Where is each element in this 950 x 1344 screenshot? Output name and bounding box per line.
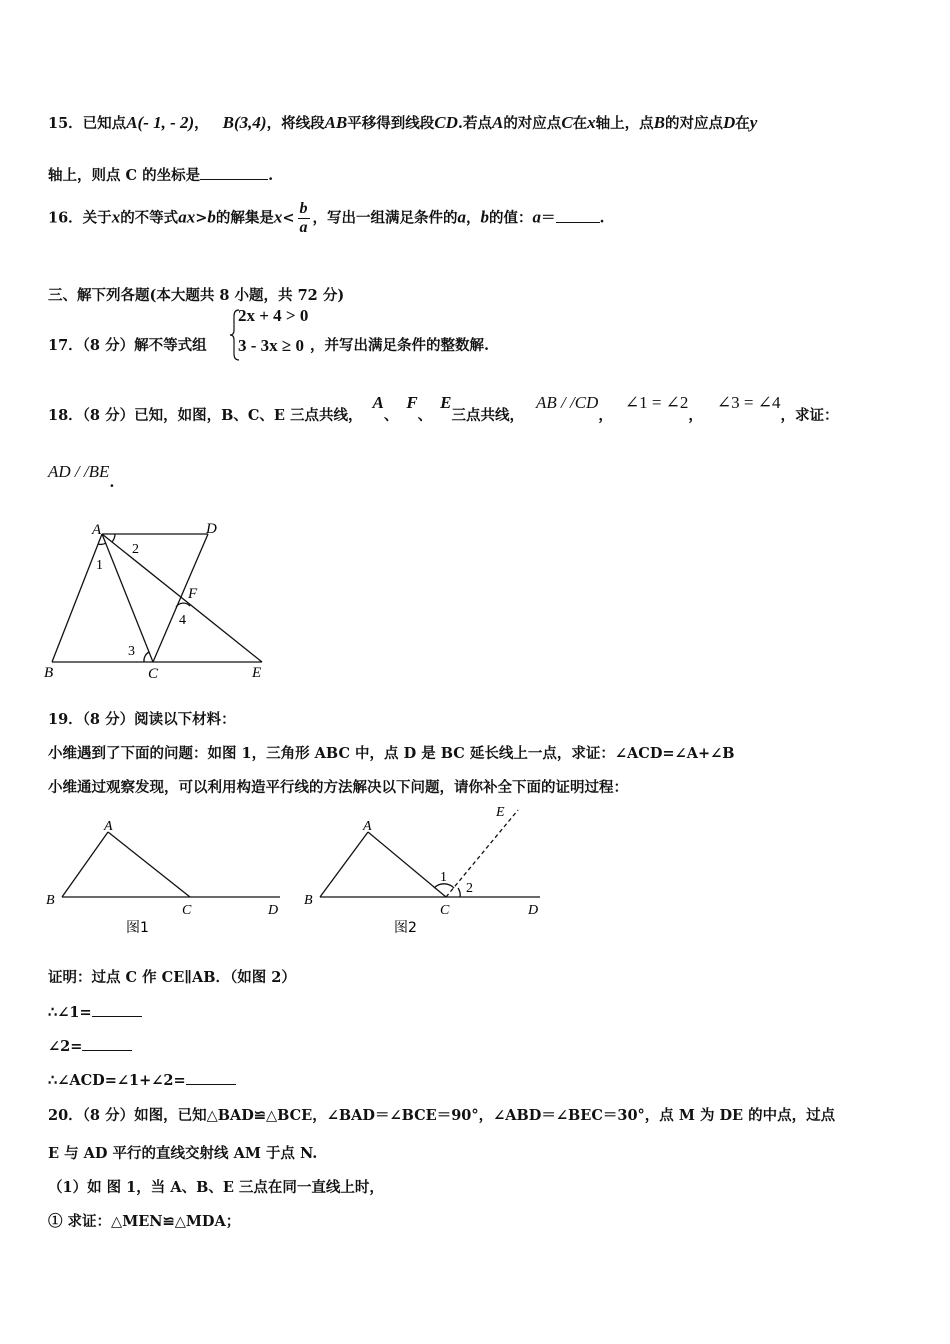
q18-angles-34: ∠3 = ∠4 [716, 393, 781, 412]
q18-line [48, 393, 839, 425]
fig2-label-d: D [528, 903, 539, 918]
q17-text2: ，并写出满足条件的整数解. [310, 337, 490, 354]
fig18-label-d: D [206, 521, 217, 537]
fig2-label-b: B [304, 893, 313, 908]
fig18-angle-2: 2 [132, 542, 139, 557]
q19-problem: 小维遇到了下面的问题：如图 1，三角形 ABC 中，点 D 是 BC 延长线上一点，求证：∠ACD=∠A+∠B [48, 745, 735, 762]
q15-text: .若点 [457, 115, 492, 132]
fig18-angle-4: 4 [179, 613, 186, 628]
q16-ax: ax [178, 207, 196, 227]
q18-conclusion [48, 462, 115, 491]
q17-text: 17．（8 分）解不等式组 [48, 337, 207, 354]
q19-step-2 [48, 1036, 132, 1055]
q18-figure [40, 512, 280, 684]
fig2-caption: 图2 [394, 920, 417, 936]
q18-text: 18．（8 分）已知，如图，B、C、E 三点共线， [48, 407, 363, 424]
q15-y: y [749, 113, 758, 132]
fig1-caption: 图1 [126, 920, 149, 936]
q18-conclusion-text: AD / /BE [48, 462, 110, 481]
q15-sep: ， [194, 115, 209, 132]
q19-blank-1[interactable] [92, 1002, 142, 1017]
q16-a2: a [532, 207, 541, 227]
q19-step-3 [48, 1070, 236, 1089]
q18-sep: 、 [417, 407, 433, 424]
fig18-angle-1: 1 [96, 558, 103, 573]
q15-point-a: A(- 1, - 2) [126, 113, 195, 132]
fig2-angle-2: 2 [466, 881, 473, 896]
q19-blank-3[interactable] [186, 1070, 236, 1085]
q18-parallel: AB / /CD [536, 393, 599, 412]
q16-b2: b [480, 207, 489, 227]
fig2-angle-1: 1 [440, 870, 447, 885]
fig2-label-a: A [363, 819, 372, 834]
q19-step-2-text: ∠2= [48, 1038, 83, 1055]
q15-text: 在 [572, 115, 588, 132]
q15-text: 的对应点 [665, 115, 723, 132]
q20-part1: （1）如 图 1，当 A、B、E 三点在同一直线上时， [48, 1179, 384, 1196]
q18-sep: ， [688, 407, 703, 424]
q18-text: ，求证： [780, 407, 839, 424]
q15-d: D [723, 113, 736, 132]
q16-line [48, 200, 605, 237]
q15-x: x [587, 113, 596, 132]
q19-step-3-text: ∴∠ACD=∠1+∠2= [48, 1072, 186, 1089]
q15-line2 [48, 164, 273, 185]
q16-eq: ＝ [541, 209, 556, 227]
q15-c: C [561, 113, 573, 132]
fig18-label-a: A [92, 522, 102, 538]
q16-a: a [457, 207, 466, 227]
fig2-label-c: C [440, 903, 450, 918]
fig18-label-c: C [148, 666, 159, 682]
q16-text: 的值： [489, 209, 533, 227]
q18-dot: . [109, 474, 115, 491]
q18-a: A [372, 393, 384, 412]
q19-blank-2[interactable] [82, 1036, 132, 1051]
q15-text: 平移得到线段 [347, 115, 435, 132]
fig18-angle-3: 3 [128, 644, 135, 659]
q17-inequality-2: 3 - 3x ≥ 0 [238, 336, 304, 355]
q15-a: A [491, 113, 504, 132]
q15-number: 15．已知点 [48, 115, 127, 132]
q16-comma: ， [466, 209, 481, 227]
q16-fraction [298, 200, 310, 237]
q16-lt: < [282, 209, 295, 227]
fig1-label-c: C [182, 903, 192, 918]
fig18-label-f: F [188, 586, 198, 602]
q18-text: 三点共线， [451, 407, 524, 424]
q15-line1 [48, 112, 757, 133]
q20-line1: 20．（8 分）如图，已知△BAD≌△BCE，∠BAD＝∠BCE＝90°，∠ABD＝∠BEC＝30°，点 M 为 DE 的中点，过点 [48, 1107, 836, 1124]
q15-b: B [653, 113, 665, 132]
fig1-label-d: D [268, 903, 279, 918]
q19-heading: 19．（8 分）阅读以下材料： [48, 711, 236, 728]
q19-figure-2 [320, 810, 540, 897]
q19-proof: 证明：过点 C 作 CE∥AB．（如图 2） [48, 969, 296, 986]
q18-angles-12: ∠1 = ∠2 [624, 393, 689, 412]
q15-point-b: B(3,4) [222, 113, 267, 132]
q16-text: 的不等式 [120, 209, 179, 227]
q15-end: . [268, 167, 274, 184]
q16-frac-den: a [299, 219, 308, 236]
q16-text: 16．关于 [48, 209, 112, 227]
fig1-label-b: B [46, 893, 55, 908]
q16-end: . [599, 209, 605, 227]
q19-step-1 [48, 1002, 142, 1021]
q15-text: 的对应点 [503, 115, 562, 132]
q16-b: b [207, 207, 216, 227]
q15-ab: AB [324, 113, 348, 132]
q18-sep: 、 [383, 407, 399, 424]
section-3-heading: 三、解下列各题(本大题共 8 小题，共 72 分) [48, 287, 345, 304]
q15-text: 在 [735, 115, 750, 132]
fig18-label-b: B [44, 665, 54, 681]
fig1-label-a: A [104, 819, 113, 834]
q17-inequality-1: 2x + 4 > 0 [238, 306, 309, 325]
q18-sep: ， [598, 407, 613, 424]
q16-answer-blank[interactable] [556, 208, 600, 223]
q16-gt: > [195, 209, 208, 227]
q16-x: x [111, 207, 121, 227]
q15-answer-blank[interactable] [200, 165, 268, 180]
fig18-label-e: E [252, 665, 262, 681]
q20-line2: E 与 AD 平行的直线交射线 AM 于点 N. [48, 1145, 318, 1162]
q19-hint: 小维通过观察发现，可以利用构造平行线的方法解决以下问题，请你补全下面的证明过程： [48, 779, 628, 796]
q19-step-1-text: ∴∠1= [48, 1004, 92, 1021]
fig2-label-e: E [496, 806, 505, 820]
q18-e: E [440, 393, 452, 412]
q16-text: ，写出一组满足条件的 [312, 209, 458, 227]
q20-part1-a: ① 求证：△MEN≌△MDA； [48, 1213, 241, 1230]
q16-x2: x [273, 207, 283, 227]
q15-cd: CD [434, 113, 458, 132]
q15-question: 轴上，则点 C 的坐标是 [48, 167, 201, 184]
q19-figures [40, 806, 560, 940]
q16-text: 的解集是 [215, 209, 274, 227]
q15-text: 轴上，点 [595, 115, 654, 132]
q15-text: ，将线段 [266, 115, 325, 132]
q19-figure-1 [62, 832, 280, 897]
q18-f: F [406, 393, 418, 412]
q16-frac-num: b [299, 200, 308, 217]
